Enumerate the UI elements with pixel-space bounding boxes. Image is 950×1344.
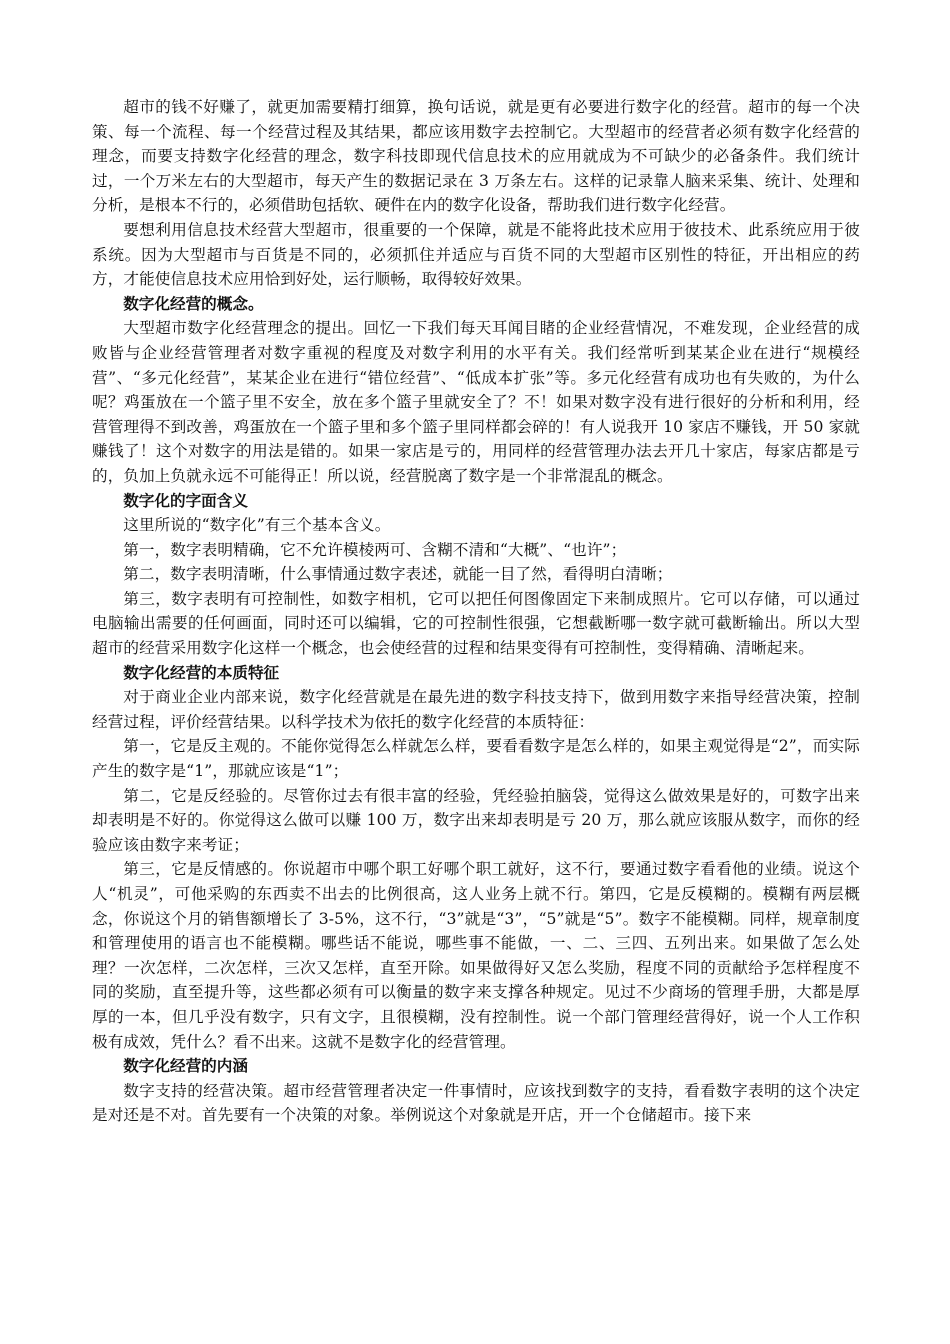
document-page	[92, 95, 860, 1128]
section-heading: 数字化经营的本质特征	[123, 662, 280, 682]
paragraph: 要想利用信息技术经营大型超市，很重要的一个保障，就是不能将此技术应用于彼技术、此系统应用于彼系统。因为大型超市与百货是不同的，必须抓住并适应与百货不同的大型超市区别性的特征，开出相应的药方，才能使信息技术应用恰到好处，运行顺畅，取得较好效果。	[92, 220, 860, 289]
paragraph: 第一，数字表明精确，它不允许模棱两可、含糊不清和“大概”、“也许”；	[123, 540, 627, 559]
paragraph: 大型超市数字化经营理念的提出。回忆一下我们每天耳闻目睹的企业经营情况，不难发现，企业经营的成败皆与企业经营管理者对数字重视的程度及对数字利用的水平有关。我们经常听到某某企业在进行“规模经营”、“多元化经营”，某某企业在进行“错位经营”、“低成本扩张”等。多元化经营有成功也有失败的，为什么呢？鸡蛋放在一个篮子里不安全，放在多个篮子里就安全了？不！如果对数字没有进行很好的分析和利用，经营管理得不到改善，鸡蛋放在一个篮子里和多个篮子里同样都会碎的！有人说我开 10 家店不赚钱，开 50 家就赚钱了！这个对数字的用法是错的。如果一家店是亏的，用同样的经营管理办法去开几十家店，每家店都是亏的，负加上负就永远不可能得正！所以说，经营脱离了数字是一个非常混乱的概念。	[92, 319, 860, 485]
paragraph: 第二，数字表明清晰，什么事情通过数字表述，就能一目了然，看得明白清晰；	[123, 565, 673, 584]
section-heading: 数字化经营的内涵	[123, 1056, 248, 1076]
section-heading: 数字化的字面含义	[123, 490, 248, 510]
paragraph: 对于商业企业内部来说，数字化经营就是在最先进的数字科技支持下，做到用数字来指导经营决策，控制经营过程，评价经营结果。以科学技术为依托的数字化经营的本质特征：	[92, 688, 860, 731]
paragraph: 这里所说的“数字化”有三个基本含义。	[123, 516, 391, 535]
paragraph: 第一，它是反主观的。不能你觉得怎么样就怎么样，要看看数字是怎么样的，如果主观觉得是“2”，而实际产生的数字是“1”，那就应该是“1”；	[92, 737, 860, 781]
paragraph: 超市的钱不好赚了，就更加需要精打细算，换句话说，就是更有必要进行数字化的经营。超市的每一个决策、每一个流程、每一个经营过程及其结果，都应该用数字去控制它。大型超市的经营者必须有数字化经营的理念，而要支持数字化经营的理念，数字科技即现代信息技术的应用就成为不可缺少的必备条件。我们统计过，一个万米左右的大型超市，每天产生的数据记录在 3 万条左右。这样的记录靠人脑来采集、统计、处理和分析，是根本不行的，必须借助包括软、硬件在内的数字化设备，帮助我们进行数字化经营。	[92, 98, 860, 215]
section-heading: 数字化经营的概念。	[123, 293, 264, 313]
paragraph: 数字支持的经营决策。超市经营管理者决定一件事情时，应该找到数字的支持，看看数字表明的这个决定是对还是不对。首先要有一个决策的对象。举例说这个对象就是开店，开一个仓储超市。接下来	[92, 1081, 860, 1125]
paragraph: 第三，数字表明有可控制性，如数字相机，它可以把任何图像固定下来制成照片。它可以存储，可以通过电脑输出需要的任何画面，同时还可以编辑，它的可控制性很强，它想截断哪一数字就可截断输出。所以大型超市的经营采用数字化这样一个概念，也会使经营的过程和结果变得有可控制性，变得精确、清晰起来。	[92, 589, 860, 658]
paragraph: 第三，它是反情感的。你说超市中哪个职工好哪个职工就好，这不行，要通过数字看看他的业绩。说这个人“机灵”，可他采购的东西卖不出去的比例很高，这人业务上就不行。第四，它是反模糊的。模糊有两层概念，你说这个月的销售额增长了 3-5%，这不行，“3”就是“3”，“5”就是“5”。数字不能模糊。同样，规章制度和管理使用的语言也不能模糊。哪些话不能说，哪些事不能做，一、二、三四、五列出来。如果做了怎么处理？一次怎样，二次怎样，三次又怎样，直至开除。如果做得好又怎么奖励，程度不同的贡献给予怎样程度不同的奖励，直至提升等，这些都必须有可以衡量的数字来支撑各种规定。见过不少商场的管理手册，大都是厚厚的一本，但几乎没有数字，只有文字，且很模糊，没有控制性。说一个部门管理经营得好，说一个人工作积极有成效，凭什么？看不出来。这就不是数字化的经营管理。	[92, 860, 860, 1051]
paragraph: 第二，它是反经验的。尽管你过去有很丰富的经验，凭经验拍脑袋，觉得这么做效果是好的，可数字出来却表明是不好的。你觉得这么做可以赚 100 万，数字出来却表明是亏 20 万，那么就应该服从数字，而你的经验应该由数字来考证；	[92, 786, 860, 854]
